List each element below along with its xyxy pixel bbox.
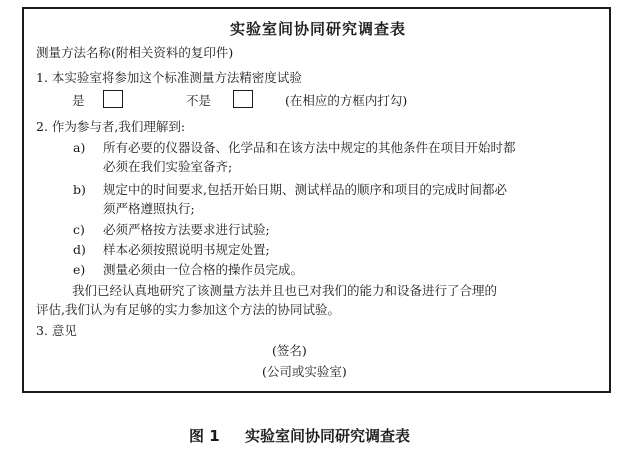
question-1: 1. 本实验室将参加这个标准测量方法精密度试验 bbox=[36, 70, 302, 85]
item-c-marker: c) bbox=[73, 222, 85, 237]
item-d-line-1: 样本必须按照说明书规定处置; bbox=[103, 242, 270, 257]
no-checkbox[interactable] bbox=[233, 90, 253, 108]
item-e-line-1: 测量必须由一位合格的操作员完成。 bbox=[103, 262, 304, 277]
question-3: 3. 意见 bbox=[36, 323, 77, 338]
item-a-marker: a) bbox=[73, 140, 86, 155]
item-c-line-1: 必须严格按方法要求进行试验; bbox=[103, 222, 270, 237]
item-d-marker: d) bbox=[73, 242, 86, 257]
item-a-line-1: 所有必要的仪器设备、化学品和在该方法中规定的其他条件在项目开始时都 bbox=[103, 140, 516, 155]
item-e-marker: e) bbox=[73, 262, 86, 277]
checkbox-hint: (在相应的方框内打勾) bbox=[285, 93, 408, 108]
statement-line-1: 我们已经认真地研究了该测量方法并且也已对我们的能力和设备进行了合理的 bbox=[72, 283, 498, 298]
question-2: 2. 作为参与者,我们理解到: bbox=[36, 119, 186, 134]
figure-caption: 实验室间协同研究调查表 bbox=[245, 427, 411, 445]
method-name-label: 测量方法名称(附相关资料的复印件) bbox=[36, 45, 234, 60]
item-b-line-2: 须严格遵照执行; bbox=[103, 201, 195, 216]
form-title: 实验室间协同研究调查表 bbox=[230, 20, 407, 38]
yes-label: 是 bbox=[72, 93, 85, 108]
company-label: (公司或实验室) bbox=[262, 364, 347, 379]
item-b-marker: b) bbox=[73, 182, 86, 197]
item-a-line-2: 必须在我们实验室备齐; bbox=[103, 159, 233, 174]
no-label: 不是 bbox=[186, 93, 212, 108]
figure-number: 图 1 bbox=[189, 427, 220, 445]
statement-line-2: 评估,我们认为有足够的实力参加这个方法的协同试验。 bbox=[36, 302, 340, 317]
signature-label: (签名) bbox=[272, 343, 307, 358]
yes-checkbox[interactable] bbox=[103, 90, 123, 108]
item-b-line-1: 规定中的时间要求,包括开始日期、测试样品的顺序和项目的完成时间都必 bbox=[103, 182, 507, 197]
survey-form bbox=[22, 7, 611, 393]
